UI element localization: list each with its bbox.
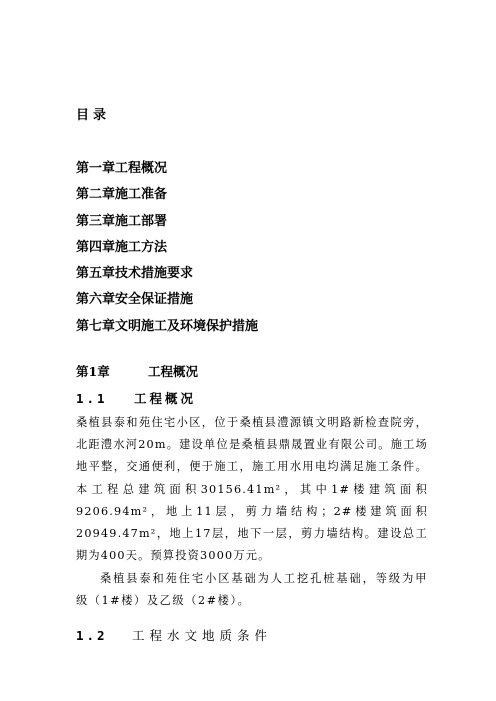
toc-title: 目录 (76, 108, 111, 123)
toc-list (76, 156, 258, 340)
section-1-2-heading (76, 626, 272, 644)
toc-item-chapter-5: 第五章技术措施要求 (76, 266, 194, 282)
section-1-1-number: 1.1 (76, 391, 108, 406)
toc-item-chapter-7: 第七章文明施工及环境保护措施 (76, 318, 259, 334)
toc-item-chapter-1: 第一章工程概况 (76, 161, 168, 176)
section-1-1-title: 工程概况 (134, 391, 197, 406)
foundation-paragraph: 桑植县泰和苑住宅小区基础为人工挖孔桩基础，等级为甲级（1#楼）及乙级（2#楼）。 (76, 572, 428, 608)
toc-item-chapter-3: 第三章施工部署 (76, 213, 168, 229)
section-1-2-number: 1.2 (76, 628, 108, 643)
project-overview-paragraph: 桑植县泰和苑住宅小区，位于桑植县澧源镇文明路新检查院旁，北距澧水河20m。建设单位是桑植县鼎晟置业有限公司。施工场地平整，交通便利，便于施工，施工用水用电均满足施工条件。本工程总建筑面积30156.41m²，其中1#楼建筑面积9206.94m²，地上11层，剪力墙结构；2#楼建筑面积20949.47m²，地上17层，地下一层，剪力墙结构。建设总工期为400天。预算投资3000万元。 (76, 416, 428, 563)
chapter-1-heading (76, 362, 198, 380)
toc-item-chapter-6: 第六章安全保证措施 (76, 292, 194, 308)
section-1-2-title: 工程水文地质条件 (132, 628, 273, 643)
section-1-1-heading (76, 389, 196, 407)
chapter-1-title: 工程概况 (148, 364, 199, 379)
chapter-1-number: 第1章 (76, 364, 110, 379)
toc-item-chapter-4: 第四章施工方法 (76, 239, 168, 255)
toc-item-chapter-2: 第二章施工准备 (76, 187, 168, 203)
